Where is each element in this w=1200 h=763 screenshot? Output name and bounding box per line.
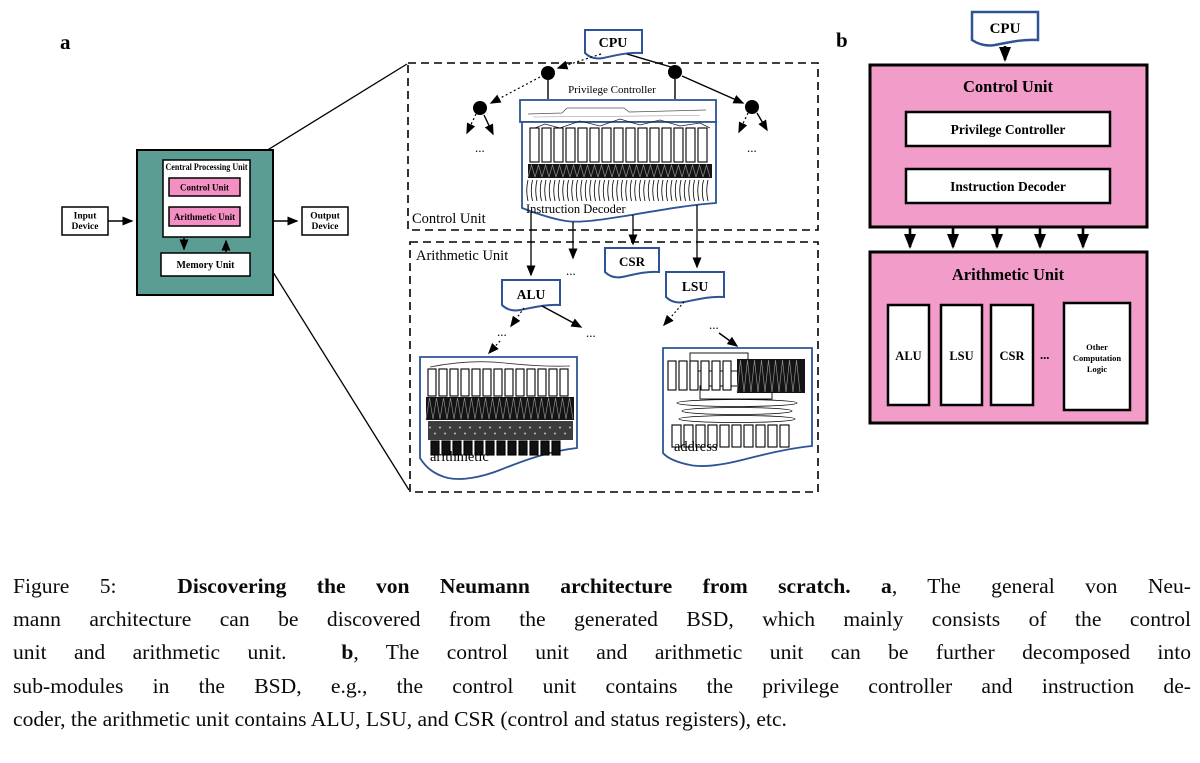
output-device-label-line2: Device (311, 222, 339, 232)
alu-ellipsis-right: ... (586, 325, 596, 340)
decoder-ellipsis: ... (566, 263, 576, 278)
cpu-teal-block (137, 150, 273, 295)
address-leaf-label: address (674, 439, 718, 455)
panel-b-other-logic-line1: Other (1086, 342, 1108, 352)
output-device-box (302, 207, 348, 235)
caption-line: coder, the arithmetic unit contains ALU, LSU, and CSR (control and status registers), etc. (13, 706, 787, 731)
panel-b-label: b (836, 28, 848, 52)
panel-b-arithmetic-unit (870, 252, 1147, 423)
panel-b-control-unit-title: Control Unit (963, 77, 1053, 96)
control-unit-region-label: Control Unit (412, 211, 486, 227)
arithmetic-leaf-box (420, 357, 577, 479)
input-device-box (62, 207, 108, 235)
input-device-label-line1: Input (73, 211, 97, 222)
bsd-cpu-node (585, 30, 642, 58)
lsu-sub-edges (664, 302, 737, 346)
caption-line: unit and arithmetic unit. b, The control unit and arithmetic unit can be further decomposed into (13, 640, 1192, 665)
address-leaf-box (663, 348, 812, 466)
cpu-title: Central Processing Unit (165, 162, 248, 172)
bsd-privilege-controller-label: Privilege Controller (568, 84, 656, 96)
lsu-label: LSU (681, 279, 709, 294)
csr-label: CSR (618, 254, 646, 269)
caption-line: sub-modules in the BSD, e.g., the control unit contains the privilege controller and instruction de- (13, 673, 1191, 698)
panel-b-other-logic-line2: Computation (1072, 353, 1122, 363)
bsd-view (408, 30, 818, 492)
panel-a-label: a (60, 30, 71, 54)
alu-ellipsis-left: ... (497, 324, 507, 339)
control-unit-label: Control Unit (179, 182, 230, 193)
bsd-instruction-decoder-label: Instruction Decoder (526, 202, 626, 216)
panel-b-alu-label: ALU (895, 349, 922, 363)
panel-b (836, 12, 1147, 423)
caption-line: mann architecture can be discovered from the generated BSD, which mainly consists of the control (13, 607, 1191, 632)
input-device-label-line2: Device (71, 222, 99, 232)
figure-caption (13, 570, 1191, 736)
bsd-cpu-label: CPU (598, 36, 628, 51)
panel-a (60, 30, 409, 490)
panel-b-lsu-label: LSU (949, 349, 974, 363)
panel-b-instruction-decoder-label: Instruction Decoder (950, 179, 1066, 194)
control-to-arithmetic-arrows (910, 228, 1083, 247)
arithmetic-leaf-label: arithmetic (430, 449, 489, 465)
csr-node (605, 248, 659, 277)
privilege-controller-box (520, 100, 716, 122)
lsu-node (666, 272, 724, 302)
output-device-label-line1: Output (310, 211, 340, 222)
alu-node (502, 280, 560, 310)
caption-line: Figure 5: Discovering the von Neumann architecture from scratch. a, The general von Neu- (13, 574, 1191, 598)
instruction-decoder-box (522, 119, 716, 222)
tree-ellipsis-right: ... (747, 140, 757, 155)
panel-b-other-logic-line3: Logic (1086, 364, 1108, 374)
tree-ellipsis-left: ... (475, 140, 485, 155)
zoom-connector-lines (253, 64, 409, 490)
alu-label: ALU (516, 287, 546, 302)
memory-unit-label: Memory Unit (176, 260, 235, 271)
lsu-ellipsis: ... (709, 317, 719, 332)
panel-b-cpu-node (972, 12, 1038, 45)
arithmetic-unit-region-label: Arithmetic Unit (416, 248, 509, 264)
panel-b-cpu-label: CPU (989, 21, 1021, 37)
panel-b-control-unit (870, 65, 1147, 227)
arithmetic-unit-label: Arithmetic Unit (173, 212, 236, 222)
panel-b-privilege-controller-label: Privilege Controller (950, 122, 1066, 137)
panel-b-arithmetic-unit-title: Arithmetic Unit (951, 265, 1065, 284)
panel-b-csr-label: CSR (999, 349, 1025, 363)
panel-b-ellipsis: ... (1040, 348, 1050, 362)
